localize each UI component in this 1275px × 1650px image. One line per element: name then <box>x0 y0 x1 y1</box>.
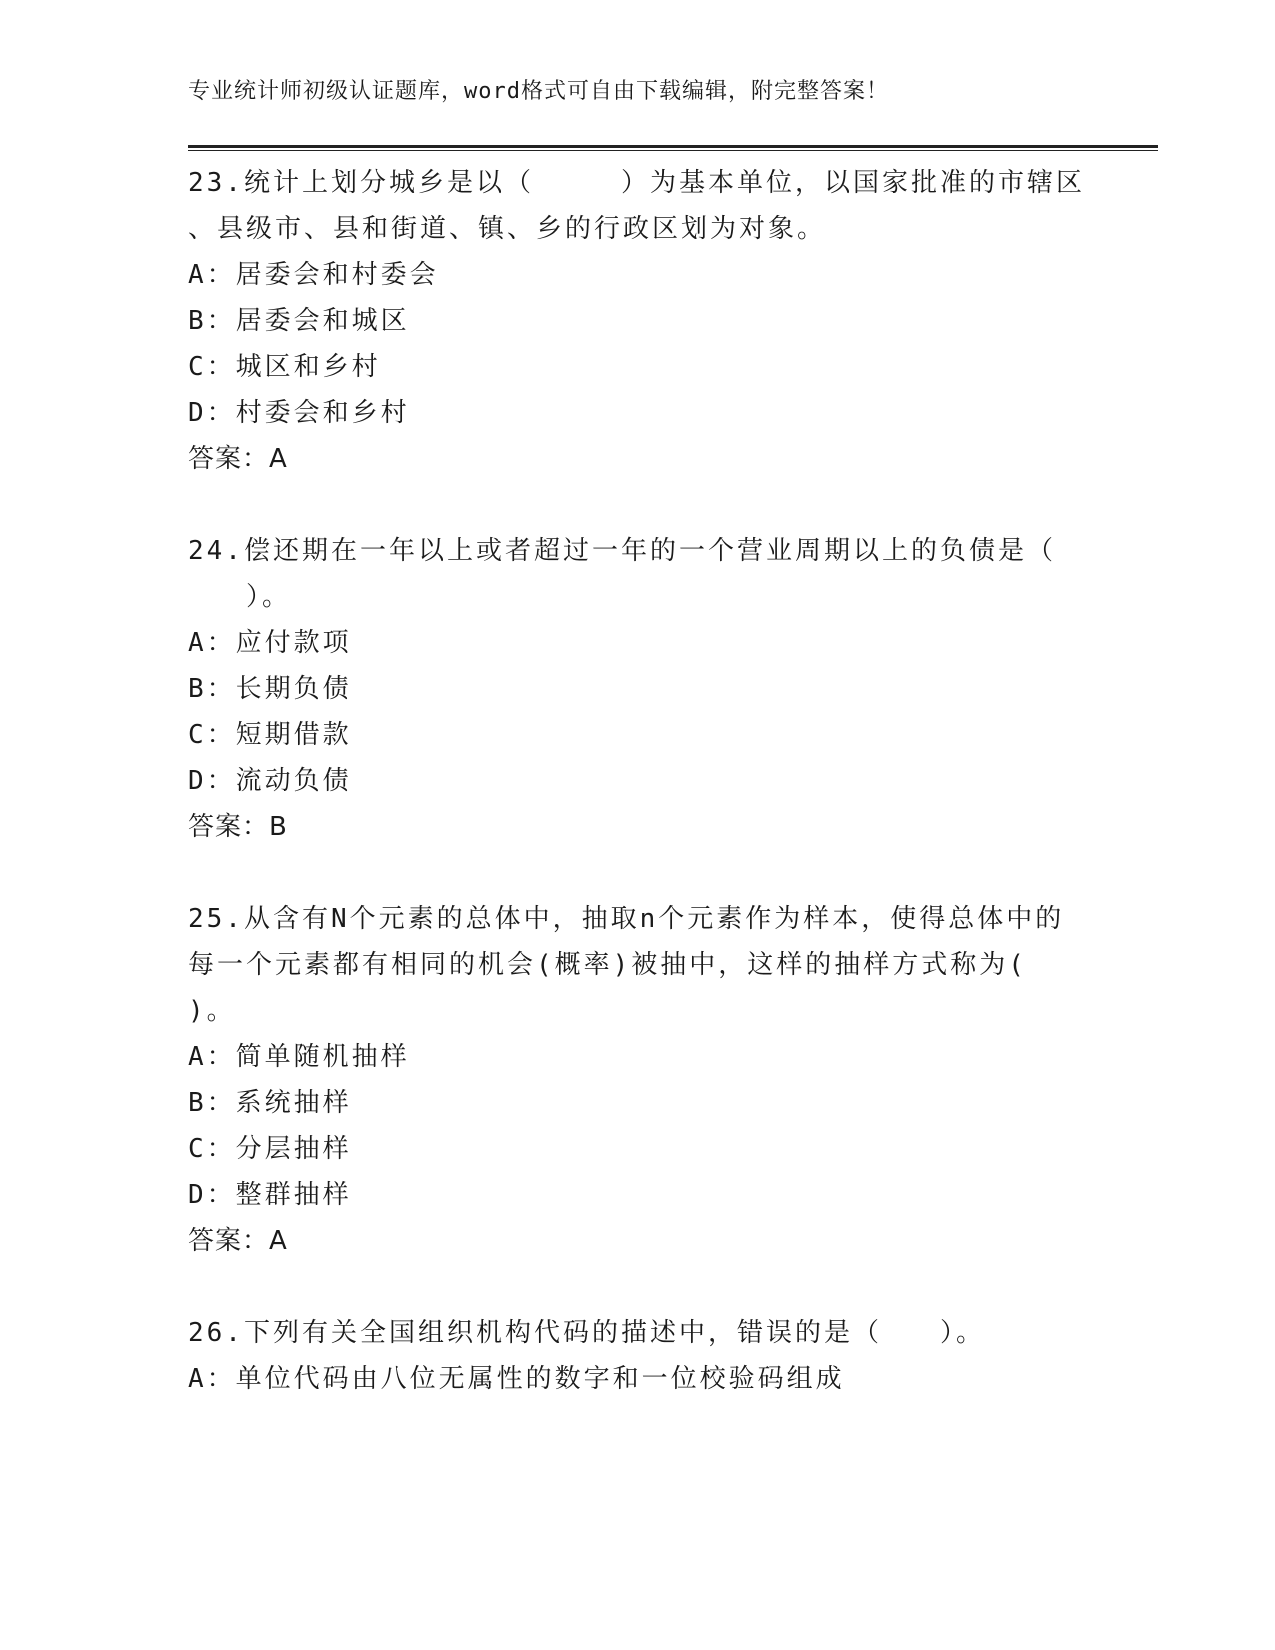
question-list <box>188 160 1088 1402</box>
option-b: B：系统抽样 <box>188 1088 352 1118</box>
answer-line: 答案：B <box>188 812 288 842</box>
question-stem-line: 23.统计上划分城乡是以（ ）为基本单位，以国家批准的市辖区 <box>188 168 1085 198</box>
answer-line: 答案：A <box>188 1226 288 1256</box>
option-a: A：单位代码由八位无属性的数字和一位校验码组成 <box>188 1364 845 1394</box>
question-stem-line: 26.下列有关全国组织机构代码的描述中，错误的是（ ）。 <box>188 1318 985 1348</box>
page-header: 专业统计师初级认证题库，word格式可自由下载编辑，附完整答案！ <box>188 79 889 104</box>
option-c: C：分层抽样 <box>188 1134 352 1164</box>
question-24 <box>188 528 1088 850</box>
question-gap <box>188 850 1088 896</box>
option-d: D：整群抽样 <box>188 1180 352 1210</box>
question-gap <box>188 1264 1088 1310</box>
option-c: C：城区和乡村 <box>188 352 381 382</box>
question-stem-line: 25.从含有N个元素的总体中，抽取n个元素作为样本，使得总体中的 <box>188 904 1065 934</box>
option-c: C：短期借款 <box>188 720 352 750</box>
header-rule-thin <box>188 150 1158 151</box>
question-26 <box>188 1310 1088 1402</box>
question-25 <box>188 896 1088 1264</box>
option-b: B：长期负债 <box>188 674 352 704</box>
option-d: D：村委会和乡村 <box>188 398 410 428</box>
option-a: A：简单随机抽样 <box>188 1042 410 1072</box>
question-stem-line: 每一个元素都有相同的机会(概率)被抽中，这样的抽样方式称为( <box>188 950 1027 980</box>
option-b: B：居委会和城区 <box>188 306 410 336</box>
option-a: A：应付款项 <box>188 628 352 658</box>
question-stem-line: ）。 <box>188 582 292 612</box>
answer-line: 答案：A <box>188 444 288 474</box>
option-d: D：流动负债 <box>188 766 352 796</box>
question-stem-line: 24.偿还期在一年以上或者超过一年的一个营业周期以上的负债是（ <box>188 536 1056 566</box>
question-stem-line: 、县级市、县和街道、镇、乡的行政区划为对象。 <box>188 214 827 244</box>
question-stem-line: )。 <box>188 996 236 1026</box>
header-rule-thick <box>188 145 1158 148</box>
question-gap <box>188 482 1088 528</box>
option-a: A：居委会和村委会 <box>188 260 439 290</box>
question-23 <box>188 160 1088 482</box>
